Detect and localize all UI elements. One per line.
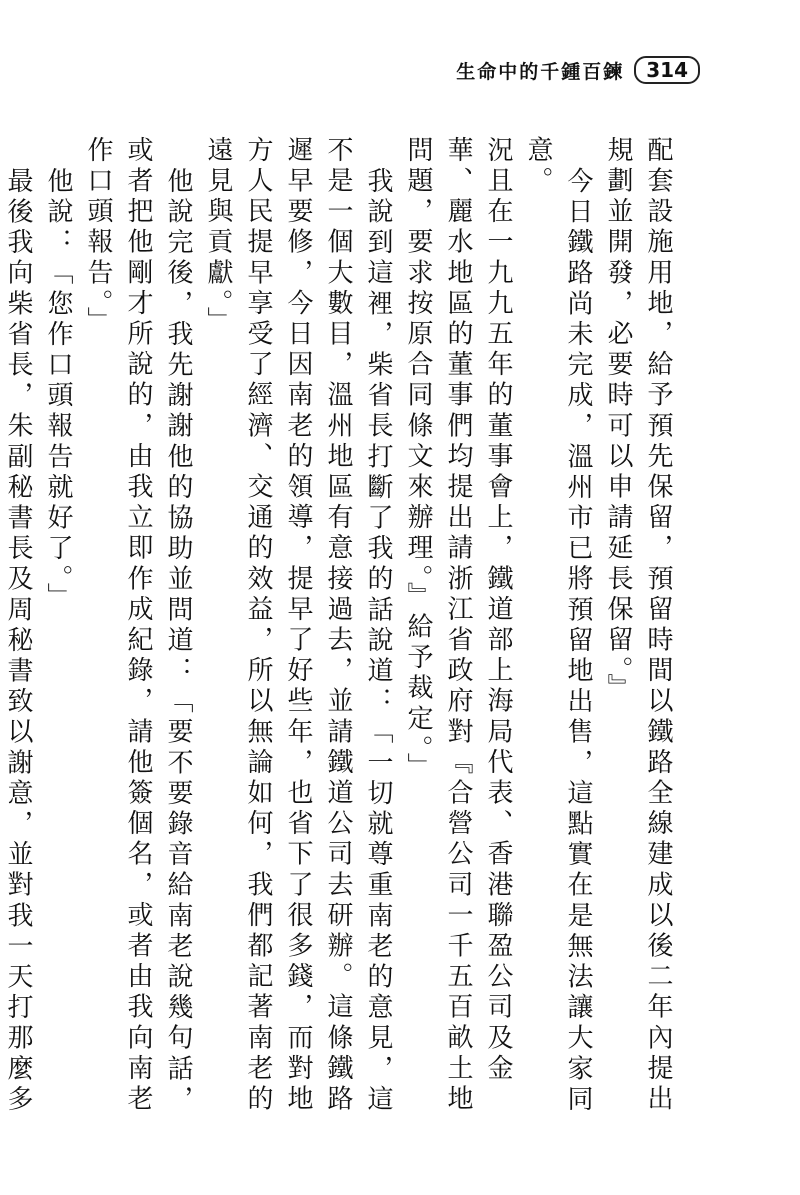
paragraph: 最後我向柴省長，朱副秘書長及周秘書致以謝意，並對我一天打那麼多 <box>3 167 33 1116</box>
book-title: 生命中的千鍾百鍊 <box>456 60 625 83</box>
paragraph: 今日鐵路尚未完成，溫州市已將預留地出售，這點實在是無法讓大家同意。 <box>523 136 593 1116</box>
paragraph: 他說：「您作口頭報告就好了。」 <box>43 167 73 614</box>
body-text <box>0 136 678 1126</box>
paragraph: 我說到這裡，柴省長打斷了我的話說道：「一切就尊重南老的意見，這不是一個大數目，溫州地區有意接過去，並請鐵道公司去研辦。這條鐵路遲早要修，今日因南老的領導，提早了好些年，也省下了很多錢，而對地方人民提早享受了經濟、交通的效益，所以無論如何，我們都記著南老的遠見與貢獻。」 <box>203 136 393 1116</box>
page-header <box>456 56 700 84</box>
paragraph: 況且在一九九五年的董事會上，鐵道部上海局代表、香港聯盈公司及金華、麗水地區的董事們均提出請浙江省政府對『合營公司一千五百畝土地問題，要求按原合同條文來辦理。』給予裁定。」 <box>403 136 513 1116</box>
page-number: 314 <box>634 56 700 84</box>
paragraph: 他說完後，我先謝謝他的協助並問道：「要不要錄音給南老說幾句話，或者把他剛才所說的，由我立即作成紀錄，請他簽個名，或者由我向南老作口頭報告。」 <box>83 136 193 1116</box>
paragraph: 配套設施用地，給予預先保留，預留時間以鐵路全線建成以後二年內提出規劃並開發，必要時可以申請延長保留。』 <box>603 136 673 1116</box>
